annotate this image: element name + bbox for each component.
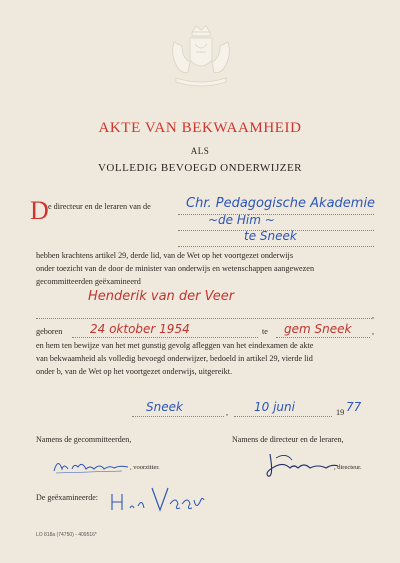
- date-handwritten: 10 juni: [254, 400, 295, 414]
- chair-signature: [52, 455, 132, 477]
- certificate-subtitle: VOLLEDIG BEVOEGD ONDERWIJZER: [97, 162, 303, 174]
- directors-label: Namens de directeur en de leraren,: [232, 435, 344, 444]
- certificate-title: AKTE VAN BEKWAAMHEID: [98, 120, 302, 136]
- coat-of-arms-emblem: [168, 22, 234, 92]
- comma-mark: ,: [372, 311, 375, 320]
- paragraph-1-line-1: hebben krachtens artikel 29, derde lid, van de Wet op het voortgezet onderwijs: [36, 251, 294, 260]
- te-label: te: [262, 327, 268, 336]
- blank-fill-line: [36, 318, 372, 319]
- director-signature: [262, 450, 342, 480]
- commissioners-label: Namens de gecommitteerden,: [36, 435, 132, 444]
- born-label: geboren: [36, 327, 63, 336]
- paragraph-1-line-3: gecommitteerden geëxamineerd: [36, 277, 141, 286]
- als-label: ALS: [190, 146, 210, 156]
- form-code: LO 818a (74750) - 409516*: [36, 532, 97, 538]
- school-subname-handwritten: ~de Him ~: [208, 213, 275, 227]
- birth-date-handwritten: 24 oktober 1954: [90, 322, 190, 336]
- examinee-signature: [108, 484, 208, 516]
- paragraph-1-line-2: onder toezicht van de door de minister van onderwijs en wetenschappen aangewezen: [36, 264, 315, 273]
- school-location-handwritten: te Sneek: [244, 229, 297, 243]
- date-line: [234, 416, 332, 417]
- candidate-name-handwritten: Henderik van der Veer: [88, 289, 235, 304]
- drop-cap-letter: D: [30, 196, 49, 225]
- school-fill-line-3: [178, 246, 374, 247]
- place-handwritten: Sneek: [146, 400, 183, 414]
- year-prefix: 19: [336, 408, 345, 417]
- place-line: [132, 416, 224, 417]
- school-name-handwritten: Chr. Pedagogische Akademie: [186, 196, 376, 211]
- paragraph-2-line-3: onder b, van de Wet op het voortgezet onderwijs, uitgereikt.: [36, 367, 233, 376]
- birth-place-line: [276, 337, 370, 338]
- birth-place-handwritten: gem Sneek: [284, 322, 352, 336]
- comma-mark-2: ,: [372, 327, 375, 336]
- intro-text: e directeur en de leraren van de: [48, 202, 151, 211]
- examinee-label: De geëxamineerde:: [36, 493, 98, 502]
- year-handwritten: 77: [346, 400, 362, 414]
- paragraph-2-line-1: en hem ten bewijze van het met gunstig gevolg afleggen van het eindexamen de akte: [36, 341, 314, 350]
- paragraph-2-line-2: van bekwaamheid als volledig bevoegd onderwijzer, bedoeld in artikel 29, vierde lid: [36, 354, 313, 363]
- chair-label: , voorzitter.: [130, 464, 160, 471]
- director-label: , directeur.: [334, 464, 362, 471]
- birth-date-line: [72, 337, 258, 338]
- comma-mark-3: ,: [226, 408, 229, 417]
